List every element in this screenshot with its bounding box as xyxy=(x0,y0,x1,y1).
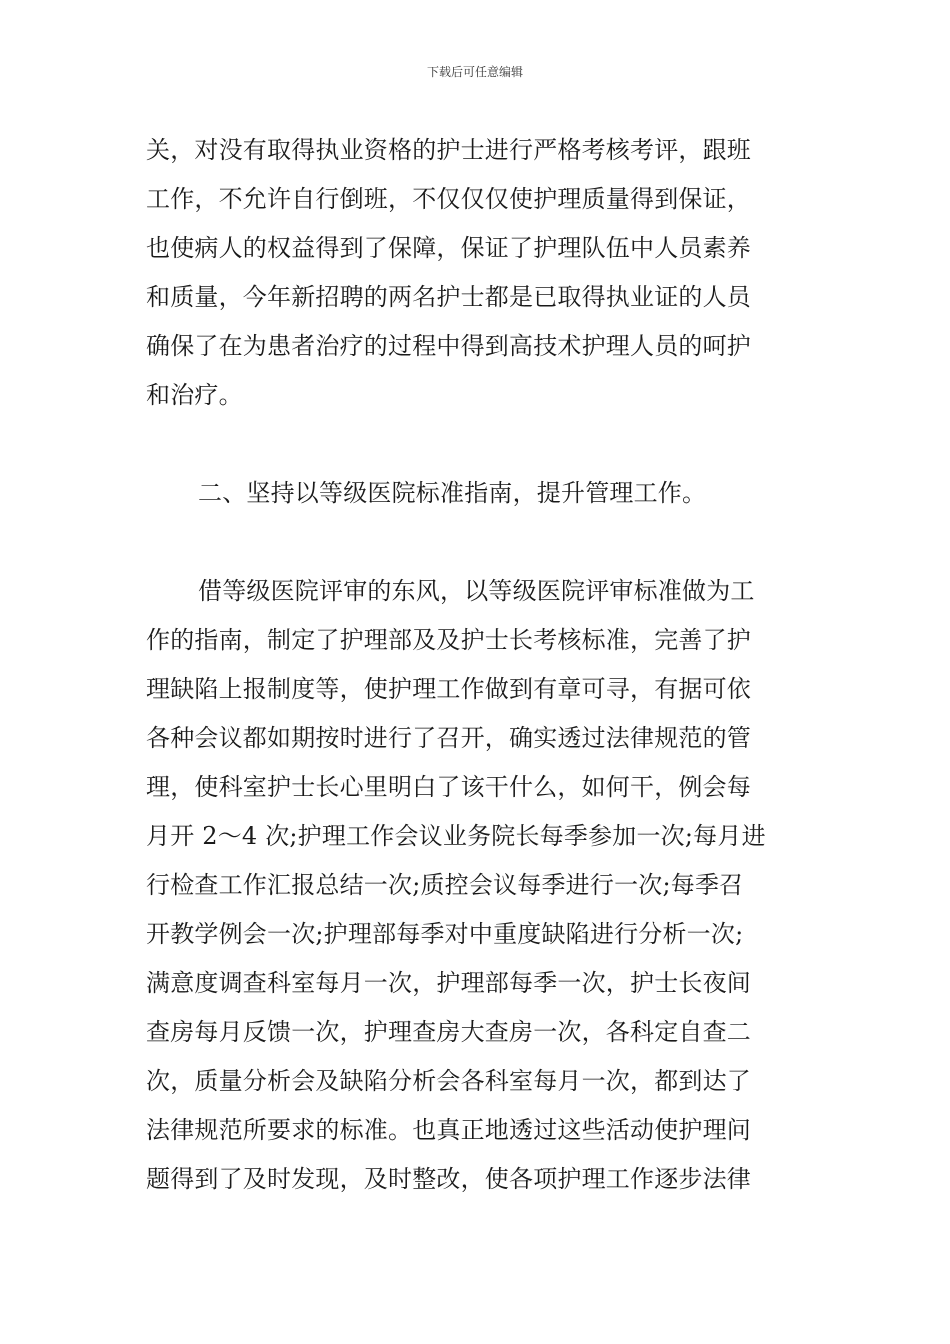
text-line: 工作，不允许自行倒班，不仅仅仅使护理质量得到保证， xyxy=(146,185,751,213)
text-line: 题得到了及时发现，及时整改，使各项护理工作逐步法律 xyxy=(146,1165,751,1193)
text-line: 开教学例会一次;护理部每季对中重度缺陷进行分析一次; xyxy=(146,920,744,948)
text-line: 查房每月反馈一次，护理查房大查房一次，各科定自查二 xyxy=(146,1018,751,1046)
text-line: 次，质量分析会及缺陷分析会各科室每月一次，都到达了 xyxy=(146,1067,751,1095)
text-line: 也使病人的权益得到了保障，保证了护理队伍中人员素养 xyxy=(146,234,751,262)
paragraph-spacer xyxy=(146,518,816,567)
text-line: 作的指南，制定了护理部及及护士长考核标准，完善了护 xyxy=(146,626,751,654)
paragraph-spacer xyxy=(146,420,816,469)
text-line: 借等级医院评审的东风，以等级医院评审标准做为工 xyxy=(198,577,755,605)
text-line: 确保了在为患者治疗的过程中得到高技术护理人员的呵护 xyxy=(146,332,751,360)
page-header: 下载后可任意编辑 xyxy=(426,65,523,79)
heading-line: 二、坚持以等级医院标准指南，提升管理工作。 xyxy=(198,479,707,507)
text-line: 月开 2～4 次;护理工作会议业务院长每季参加一次;每月进 xyxy=(146,822,766,850)
text-line: 行检查工作汇报总结一次;质控会议每季进行一次;每季召 xyxy=(146,871,744,899)
text-line: 和质量，今年新招聘的两名护士都是已取得执业证的人员 xyxy=(146,283,751,311)
text-line: 法律规范所要求的标准。也真正地透过这些活动使护理问 xyxy=(146,1116,751,1144)
text-line: 和治疗。 xyxy=(146,381,243,409)
text-line: 理缺陷上报制度等，使护理工作做到有章可寻，有据可依 xyxy=(146,675,751,703)
text-line: 关，对没有取得执业资格的护士进行严格考核考评，跟班 xyxy=(146,136,751,164)
text-line: 理，使科室护士长心里明白了该干什么，如何干，例会每 xyxy=(146,773,751,801)
text-line: 各种会议都如期按时进行了召开，确实透过法律规范的管 xyxy=(146,724,751,752)
section-heading xyxy=(146,469,816,518)
paragraph-3 xyxy=(146,567,816,1204)
text-line: 满意度调查科室每月一次，护理部每季一次，护士长夜间 xyxy=(146,969,751,997)
document-body xyxy=(146,126,816,1204)
paragraph-1 xyxy=(146,126,816,420)
